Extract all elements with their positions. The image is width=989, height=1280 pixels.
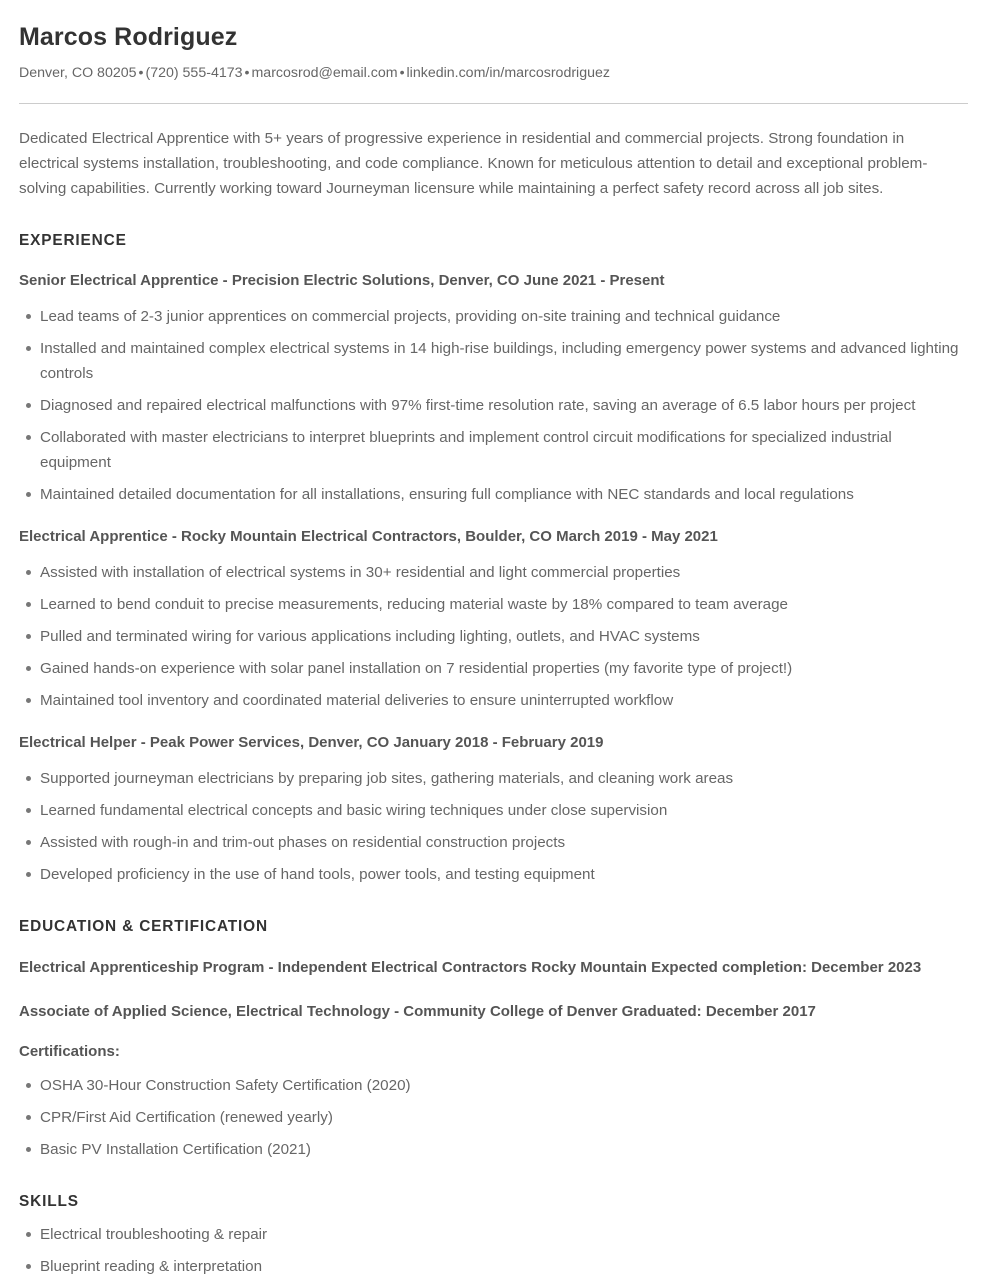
contact-separator-icon: • [138,65,144,81]
section-heading-skills: SKILLS [19,1193,79,1210]
contact-location: Denver, CO 80205 [19,65,137,81]
list-item: Maintained tool inventory and coordinated material deliveries to ensure uninterrupted workflow [19,688,965,713]
education-entry [19,1000,968,1024]
skills-list [19,1222,968,1279]
contact-linkedin[interactable]: linkedin.com/in/marcosrodriguez [406,65,610,81]
list-item: Basic PV Installation Certification (2021) [19,1137,965,1162]
list-item: Assisted with installation of electrical systems in 30+ residential and light commercial properties [19,560,965,585]
list-item: OSHA 30-Hour Construction Safety Certification (2020) [19,1073,965,1098]
experience-entry-heading: Electrical Helper - Peak Power Services, Denver, CO January 2018 - February 2019 [19,734,604,751]
list-item: Supported journeyman electricians by preparing job sites, gathering materials, and cleaning work areas [19,766,965,791]
list-item: Installed and maintained complex electrical systems in 14 high-rise buildings, including emergency power systems and advanced lighting controls [19,336,965,386]
list-item: Gained hands-on experience with solar panel installation on 7 residential properties (my favorite type of project!) [19,656,965,681]
experience-entry-heading: Senior Electrical Apprentice - Precision Electric Solutions, Denver, CO June 2021 - Present [19,272,665,289]
experience-entry [19,731,968,887]
list-item: Developed proficiency in the use of hand tools, power tools, and testing equipment [19,862,965,887]
contact-phone: (720) 555-4173 [145,65,243,81]
list-item: Lead teams of 2-3 junior apprentices on commercial projects, providing on-site training and technical guidance [19,304,965,329]
certifications-label: Certifications: [19,1043,120,1060]
education-entry [19,956,968,980]
section-heading-education: EDUCATION & CERTIFICATION [19,918,268,935]
contact-separator-icon: • [244,65,250,81]
resume-header [19,22,968,104]
experience-bullet-list [19,766,968,887]
experience-entry-heading: Electrical Apprentice - Rocky Mountain Electrical Contractors, Boulder, CO March 2019 - May 2021 [19,528,718,545]
professional-summary: Dedicated Electrical Apprentice with 5+ years of progressive experience in residential and commercial projects. Strong foundation in electrical systems installation, troubleshooting, and code compliance. Known for meticulous attention to detail and exceptional problem-solving capabilities. Currently working toward Journeyman licensure while maintaining a perfect safety record across all job sites. [19,130,928,197]
header-divider [19,103,968,104]
contact-separator-icon: • [399,65,405,81]
list-item: Blueprint reading & interpretation [19,1254,965,1279]
list-item: Learned fundamental electrical concepts and basic wiring techniques under close supervision [19,798,965,823]
list-item: CPR/First Aid Certification (renewed yearly) [19,1105,965,1130]
list-item: Collaborated with master electricians to interpret blueprints and implement control circuit modifications for specialized industrial equipment [19,425,965,475]
contact-line [19,64,968,83]
list-item: Diagnosed and repaired electrical malfunctions with 97% first-time resolution rate, saving an average of 6.5 labor hours per project [19,393,965,418]
experience-bullet-list [19,560,968,713]
experience-entry [19,269,968,507]
education-entry-heading: Associate of Applied Science, Electrical Technology - Community College of Denver Graduated: December 2017 [19,1003,816,1020]
certifications-list [19,1073,968,1162]
list-item: Pulled and terminated wiring for various applications including lighting, outlets, and HVAC systems [19,624,965,649]
section-heading-experience: EXPERIENCE [19,232,127,249]
list-item: Assisted with rough-in and trim-out phases on residential construction projects [19,830,965,855]
list-item: Electrical troubleshooting & repair [19,1222,965,1247]
experience-entry [19,525,968,713]
education-section [19,917,968,1162]
experience-section [19,231,968,887]
list-item: Maintained detailed documentation for all installations, ensuring full compliance with NEC standards and local regulations [19,482,965,507]
experience-bullet-list [19,304,968,507]
skills-section [19,1192,968,1279]
candidate-name: Marcos Rodriguez [19,23,238,51]
education-entry-heading: Electrical Apprenticeship Program - Independent Electrical Contractors Rocky Mountain Expected completion: December 2023 [19,959,922,976]
contact-email[interactable]: marcosrod@email.com [251,65,398,81]
list-item: Learned to bend conduit to precise measurements, reducing material waste by 18% compared to team average [19,592,965,617]
